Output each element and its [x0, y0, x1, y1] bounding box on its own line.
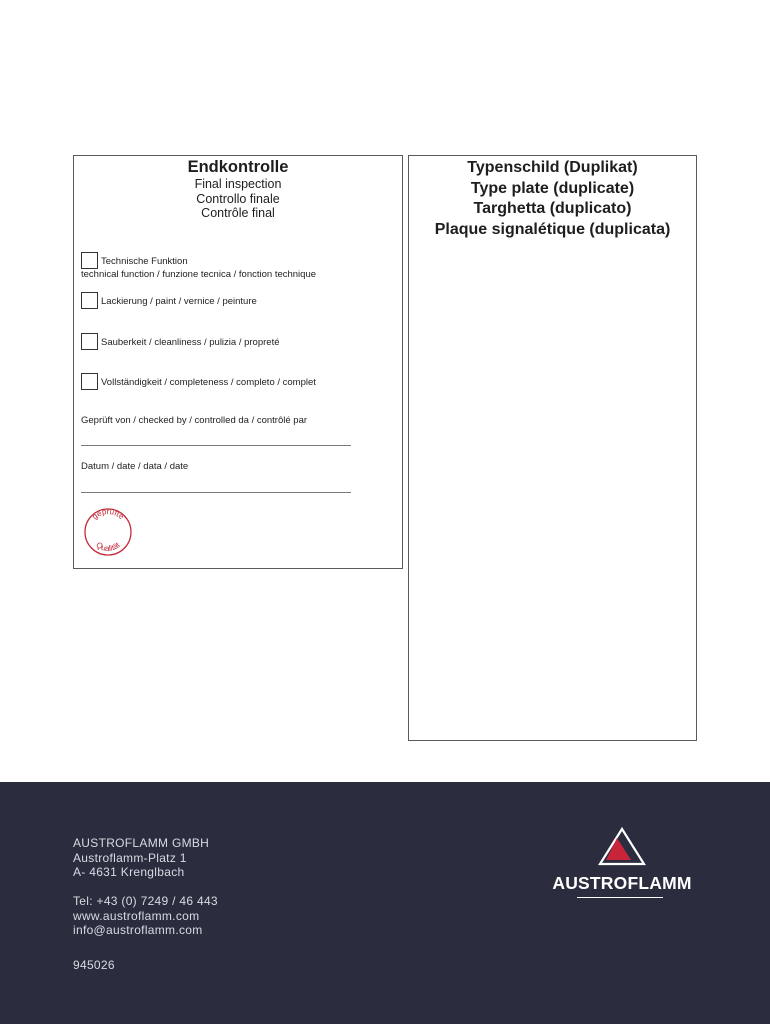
technical-function-translations: technical function / funzione tecnica / fonction technique	[81, 269, 317, 280]
inspection-subtitle-en: Final inspection	[194, 177, 282, 191]
svg-text:Qualität	[94, 540, 122, 553]
technical-function-checkbox[interactable]	[81, 252, 98, 269]
type-plate-titles	[409, 158, 696, 240]
cleanliness-label: Sauberkeit / cleanliness / pulizia / propreté	[101, 337, 280, 348]
company-street: Austroflamm-Platz 1	[73, 850, 187, 865]
footer	[0, 782, 770, 1024]
checked-by-signature-line[interactable]	[81, 445, 351, 446]
inspection-subtitle-fr: Contrôle final	[201, 206, 275, 220]
paint-checkbox[interactable]	[81, 292, 98, 309]
type-plate-title-it: Targhetta (duplicato)	[473, 200, 632, 217]
logo-underline	[577, 897, 663, 898]
type-plate-title-en: Type plate (duplicate)	[470, 179, 635, 197]
company-website[interactable]: www.austroflamm.com	[73, 908, 200, 923]
type-plate-panel	[408, 155, 697, 741]
stamp-text-bottom: Qualität	[94, 540, 122, 554]
date-label: Datum / date / data / date	[81, 461, 189, 472]
paint-label: Lackierung / paint / vernice / peinture	[101, 296, 257, 307]
austroflamm-logo	[545, 826, 699, 900]
document-number: 945026	[73, 958, 115, 972]
company-phone: Tel: +43 (0) 7249 / 46 443	[73, 894, 218, 908]
inspection-title: Endkontrolle	[187, 158, 289, 176]
svg-text:geprüfte	[90, 507, 126, 522]
company-email[interactable]: info@austroflamm.com	[73, 923, 203, 938]
inspection-subtitle-it: Controllo finale	[196, 191, 280, 206]
date-signature-line[interactable]	[81, 492, 351, 493]
completeness-checkbox[interactable]	[81, 373, 98, 390]
type-plate-title-de: Typenschild (Duplikat)	[467, 159, 638, 176]
logo-text: AUSTROFLAMM	[552, 873, 692, 893]
inspection-subtitles	[74, 177, 402, 221]
cleanliness-checkbox[interactable]	[81, 333, 98, 350]
completeness-label: Vollständigkeit / completeness / completo / complet	[101, 377, 316, 388]
company-city: A- 4631 Krenglbach	[73, 865, 185, 880]
flame-triangle-icon	[545, 826, 699, 870]
company-address	[73, 836, 209, 880]
company-contact	[73, 894, 218, 938]
stamp-text-top: geprüfte	[90, 506, 126, 522]
company-name: AUSTROFLAMM GMBH	[73, 836, 210, 850]
checked-by-label: Geprüft von / checked by / controlled da / contrôlé par	[81, 415, 308, 426]
technical-function-label: Technische Funktion	[101, 256, 188, 267]
quality-stamp-icon	[82, 506, 134, 558]
final-inspection-panel	[73, 155, 403, 569]
type-plate-title-fr: Plaque signalétique (duplicata)	[434, 220, 671, 238]
